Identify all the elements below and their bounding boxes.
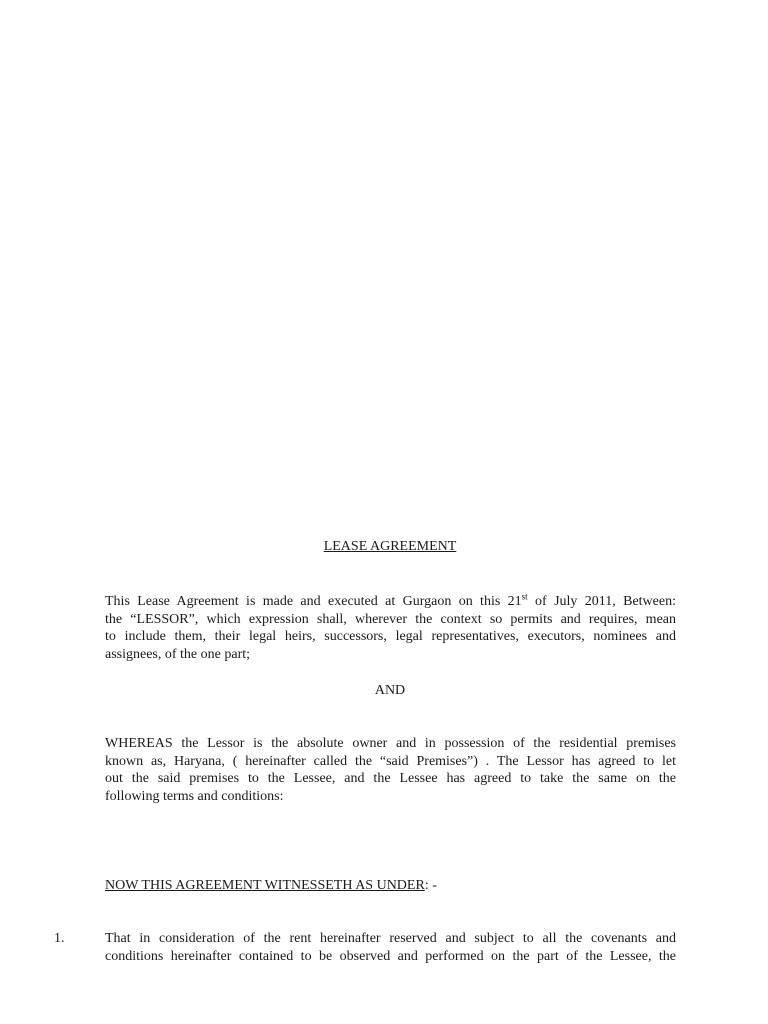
whereas-line-3: out the said premises to the Lessee, and the Lessee has agreed to take the same on the (105, 771, 676, 786)
intro-line-2: the “LESSOR”, which expression shall, wherever the context so permits and requires, mean (105, 611, 676, 627)
clause-text (105, 930, 676, 965)
intro-text-part1: This Lease Agreement is made and executed at Gurgaon on this 21 (105, 594, 522, 609)
whereas-line-4: following terms and conditions: (105, 788, 284, 804)
clause-line-1: That in consideration of the rent hereinafter reserved and subject to all the covenants and (105, 931, 676, 946)
witness-heading-suffix: : - (424, 878, 437, 893)
document-title: LEASE AGREEMENT (323, 539, 457, 554)
whereas-paragraph (105, 735, 676, 805)
intro-paragraph (105, 593, 676, 663)
intro-superscript: st (521, 591, 528, 602)
witness-heading-underlined: NOW THIS AGREEMENT WITNESSETH AS UNDER (105, 878, 425, 893)
clause-number: 1. (54, 931, 65, 946)
intro-line-3: to include them, their legal heirs, successors, legal representatives, executors, nominees and (105, 629, 676, 644)
intro-line-4: assignees, of the one part; (105, 646, 251, 662)
whereas-line-1: WHEREAS the Lessor is the absolute owner and in possession of the residential premises (105, 736, 676, 751)
and-separator: AND (374, 683, 406, 698)
witness-heading (105, 877, 437, 895)
clause-line-2: conditions hereinafter contained to be observed and performed on the part of the Lessee, the (105, 948, 676, 964)
intro-line-1 (105, 593, 676, 611)
whereas-line-2: known as, Haryana, ( hereinafter called the “said Premises”) . The Lessor has agreed to let (105, 753, 676, 769)
intro-text-part2: of July 2011, Between: (527, 594, 676, 609)
